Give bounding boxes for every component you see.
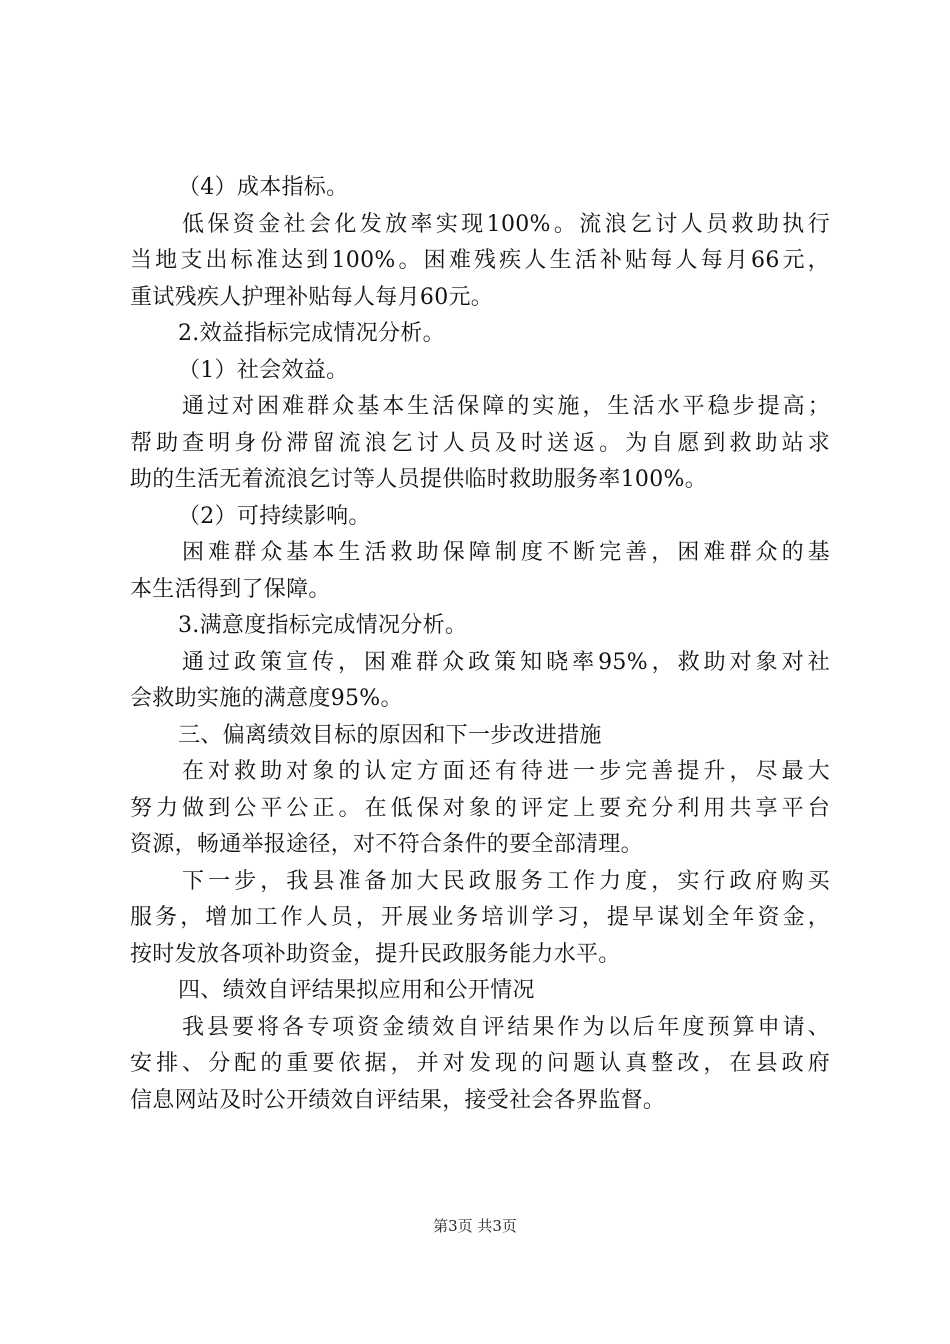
- paragraph-line: 安排、分配的重要依据，并对发现的问题认真整改，在县政府: [130, 1051, 830, 1076]
- paragraph-line: 努力做到公平公正。在低保对象的评定上要充分利用共享平台: [130, 795, 830, 821]
- paragraph-line: 本生活得到了保障。: [130, 576, 331, 602]
- paragraph-line: 帮助查明身份滞留流浪乞讨人员及时送返。为自愿到救助站求: [130, 430, 830, 456]
- paragraph-line: 下一步，我县准备加大民政服务工作力度，实行政府购买: [182, 868, 830, 894]
- paragraph-line: 助的生活无着流浪乞讨等人员提供临时救助服务率100%。: [130, 467, 707, 492]
- section-heading-satisfaction: 3.满意度指标完成情况分析。: [178, 613, 468, 638]
- paragraph-line: 按时发放各项补助资金，提升民政服务能力水平。: [130, 941, 621, 967]
- section-heading-three: 三、偏离绩效目标的原因和下一步改进措施: [178, 722, 602, 748]
- paragraph-line: 会救助实施的满意度95%。: [130, 686, 403, 711]
- subsection-heading-cost: （4）成本指标。: [178, 175, 349, 200]
- paragraph-line: 服务，增加工作人员，开展业务培训学习，提早谋划全年资金，: [130, 905, 830, 930]
- paragraph-line: 通过对困难群众基本生活保障的实施，生活水平稳步提高；: [182, 394, 830, 419]
- subsection-heading-social: （1）社会效益。: [178, 357, 349, 383]
- paragraph-line: 我县要将各专项资金绩效自评结果作为以后年度预算申请、: [182, 1014, 830, 1040]
- paragraph-line: 重试残疾人护理补贴每人每月60元。: [130, 284, 494, 310]
- subsection-heading-sustainable: （2）可持续影响。: [178, 503, 371, 529]
- paragraph-line: 当地支出标准达到100%。困难残疾人生活补贴每人每月66元，: [130, 248, 830, 273]
- paragraph-line: 信息网站及时公开绩效自评结果，接受社会各界监督。: [130, 1087, 666, 1113]
- page-number-footer: 第3页 共3页: [433, 1217, 517, 1235]
- section-heading-benefit: 2.效益指标完成情况分析。: [178, 321, 445, 346]
- paragraph-line: 资源，畅通举报途径，对不符合条件的要全部清理。: [130, 832, 643, 857]
- paragraph-line: 通过政策宣传，困难群众政策知晓率95%，救助对象对社: [182, 649, 830, 675]
- section-heading-four: 四、绩效自评结果拟应用和公开情况: [178, 978, 535, 1003]
- document-body: [130, 170, 830, 1119]
- paragraph-line: 在对救助对象的认定方面还有待进一步完善提升，尽最大: [182, 759, 830, 784]
- paragraph-line: 困难群众基本生活救助保障制度不断完善，困难群众的基: [182, 540, 830, 565]
- paragraph-line: 低保资金社会化发放率实现100%。流浪乞讨人员救助执行: [182, 211, 830, 237]
